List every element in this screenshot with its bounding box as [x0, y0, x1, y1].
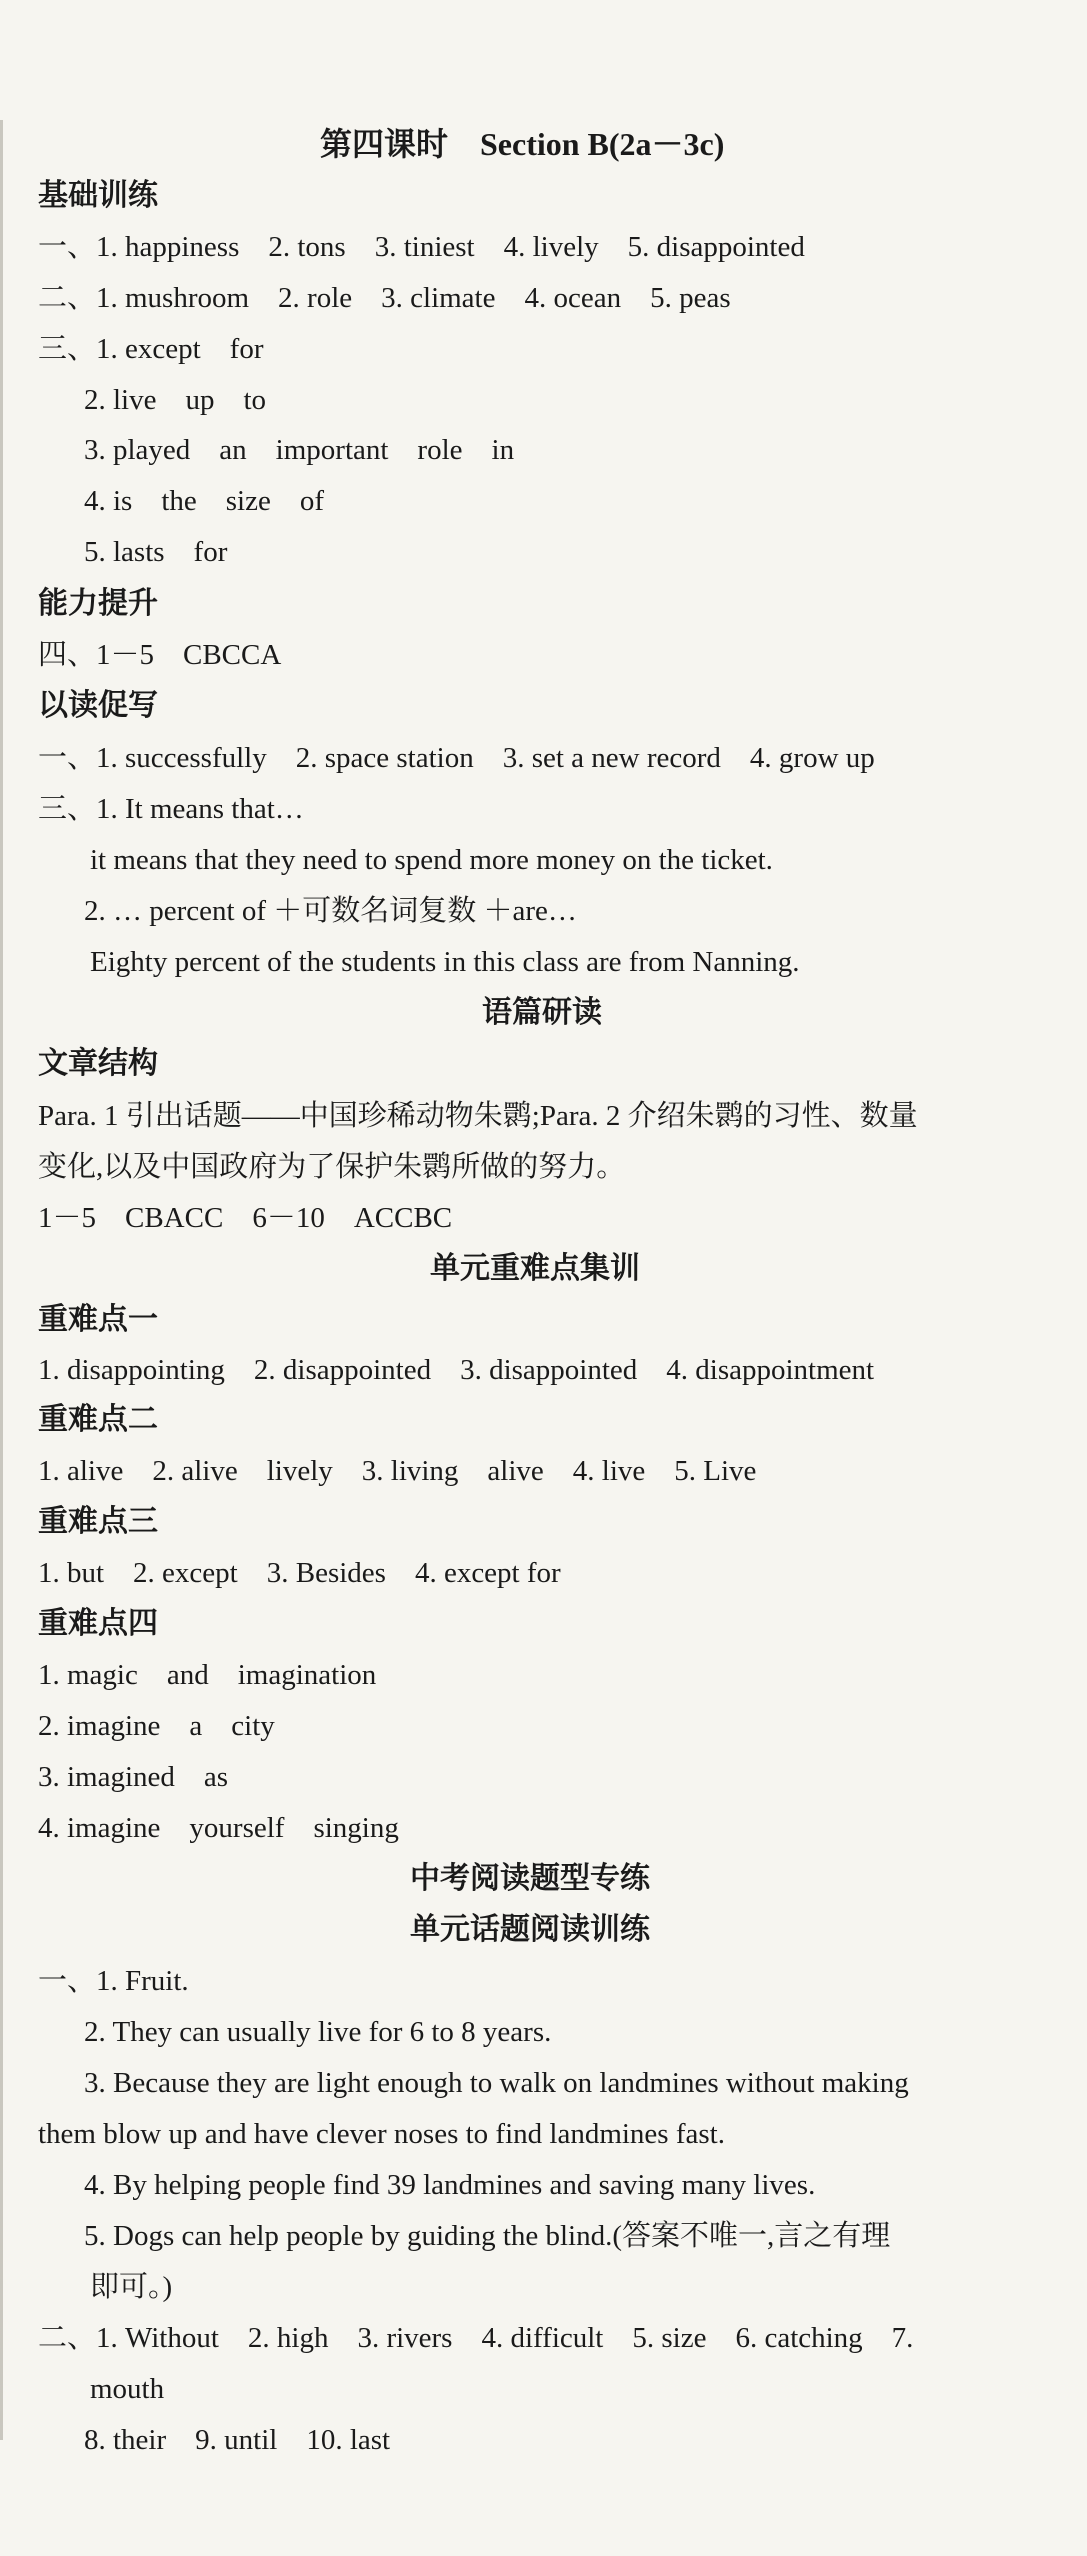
answer-line: them blow up and have clever noses to find landmines fast. — [38, 2118, 725, 2150]
answer-line: 3. imagined as — [38, 1761, 229, 1793]
center-heading: 语篇研读 — [482, 995, 602, 1030]
answer-line: 变化,以及中国政府为了保护朱鹮所做的努力。 — [38, 1151, 626, 1183]
heading-point-4: 重难点四 — [38, 1606, 158, 1641]
answer-line: 4. By helping people find 39 landmines and saving many lives. — [84, 2169, 816, 2201]
answer-line: 5. lasts for — [84, 536, 228, 568]
answer-line: 一、1. successfully 2. space station 3. set a new record 4. grow up — [38, 742, 875, 774]
heading-point-3: 重难点三 — [38, 1504, 158, 1539]
heading-basic-training: 基础训练 — [38, 178, 158, 213]
center-heading: 中考阅读题型专练 — [410, 1861, 650, 1896]
answer-line: 2. live up to — [84, 384, 267, 416]
heading-ability: 能力提升 — [38, 586, 158, 621]
answer-line: 一、1. happiness 2. tons 3. tiniest 4. lively 5. disappointed — [38, 231, 805, 263]
center-heading: 单元重难点集训 — [430, 1251, 640, 1286]
answer-line: 1. alive 2. alive lively 3. living alive 4. live 5. Live — [38, 1455, 757, 1487]
answer-line: 三、1. It means that… — [38, 793, 304, 825]
heading-point-2: 重难点二 — [38, 1402, 158, 1437]
answer-line: Eighty percent of the students in this class are from Nanning. — [90, 946, 800, 978]
answer-line: 即可。) — [90, 2271, 173, 2303]
heading-reading-writing: 以读促写 — [38, 688, 158, 723]
answer-line: 2. They can usually live for 6 to 8 years. — [84, 2016, 552, 2048]
answer-line: 二、1. mushroom 2. role 3. climate 4. ocean 5. peas — [38, 282, 731, 314]
answer-line: 1. magic and imagination — [38, 1659, 377, 1691]
answer-line: 二、1. Without 2. high 3. rivers 4. difficult 5. size 6. catching 7. — [38, 2322, 914, 2354]
answer-line: 2. … percent of ＋可数名词复数 ＋are… — [84, 895, 577, 927]
answer-line: 四、1－5 CBCCA — [38, 639, 282, 671]
left-edge-line — [0, 120, 3, 2440]
answer-line: 1. but 2. except 3. Besides 4. except for — [38, 1557, 561, 1589]
answer-line: mouth — [90, 2373, 165, 2405]
answer-line: 一、1. Fruit. — [38, 1965, 189, 1997]
answer-line: 3. Because they are light enough to walk on landmines without making — [84, 2067, 909, 2099]
answer-line: 5. Dogs can help people by guiding the blind.(答案不唯一,言之有理 — [84, 2220, 891, 2252]
heading-structure: 文章结构 — [38, 1046, 158, 1081]
answer-line: 4. is the size of — [84, 485, 325, 517]
heading-point-1: 重难点一 — [38, 1302, 158, 1337]
center-heading: 单元话题阅读训练 — [410, 1912, 650, 1947]
answer-line: it means that they need to spend more money on the ticket. — [90, 844, 773, 876]
answer-line: 4. imagine yourself singing — [38, 1812, 399, 1844]
answer-line: 3. played an important role in — [84, 434, 515, 466]
section-title: 第四课时 Section B(2a－3c) — [320, 126, 725, 162]
answer-line: 2. imagine a city — [38, 1710, 275, 1742]
answer-line: 三、1. except for — [38, 333, 264, 365]
answer-line: 8. their 9. until 10. last — [84, 2424, 391, 2456]
answer-line: 1－5 CBACC 6－10 ACCBC — [38, 1202, 453, 1234]
answer-line: 1. disappointing 2. disappointed 3. disappointed 4. disappointment — [38, 1354, 875, 1386]
answer-line: Para. 1 引出话题——中国珍稀动物朱鹮;Para. 2 介绍朱鹮的习性、数量 — [38, 1100, 918, 1132]
